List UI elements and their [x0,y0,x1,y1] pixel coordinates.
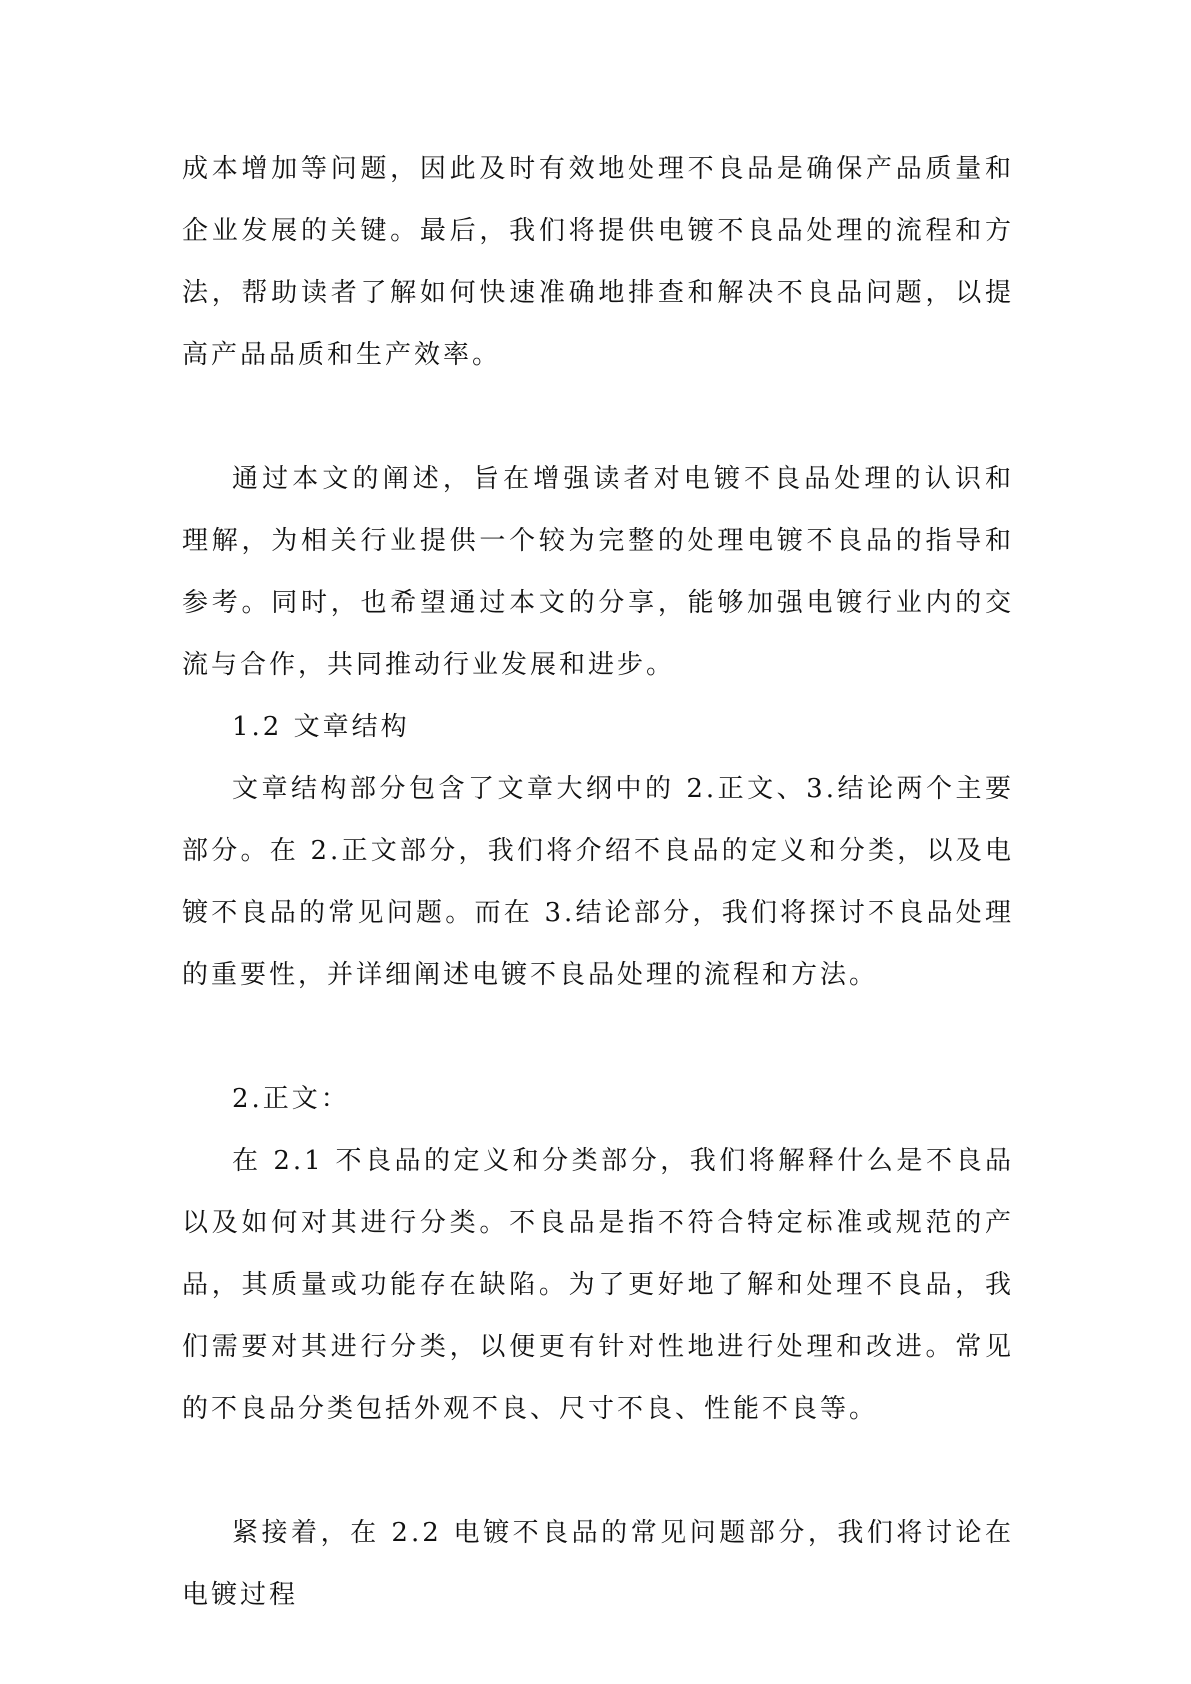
document-body [182,138,1014,1626]
section-heading-article-structure: 1.2 文章结构 [232,712,410,742]
paragraph-article-structure: 文章结构部分包含了文章大纲中的 2.正文、3.结论两个主要部分。在 2.正文部分，我们将介绍不良品的定义和分类，以及电镀不良品的常见问题。而在 3.结论部分，我们将探讨不良品处理的重要性，并详细阐述电镀不良品处理的流程和方法。 [182,774,1014,990]
paragraph-common-problems: 紧接着，在 2.2 电镀不良品的常见问题部分，我们将讨论在电镀过程 [182,1518,1014,1610]
paragraph-purpose: 通过本文的阐述，旨在增强读者对电镀不良品处理的认识和理解，为相关行业提供一个较为完整的处理电镀不良品的指导和参考。同时，也希望通过本文的分享，能够加强电镀行业内的交流与合作，共同推动行业发展和进步。 [182,464,1014,680]
paragraph-definition-classification: 在 2.1 不良品的定义和分类部分，我们将解释什么是不良品以及如何对其进行分类。不良品是指不符合特定标准或规范的产品，其质量或功能存在缺陷。为了更好地了解和处理不良品，我们需要对其进行分类，以便更有针对性地进行处理和改进。常见的不良品分类包括外观不良、尺寸不良、性能不良等。 [182,1146,1014,1424]
section-heading-main-body: 2.正文： [232,1084,350,1114]
paragraph-intro-continuation: 成本增加等问题，因此及时有效地处理不良品是确保产品质量和企业发展的关键。最后，我们将提供电镀不良品处理的流程和方法，帮助读者了解如何快速准确地排查和解决不良品问题，以提高产品品质和生产效率。 [182,154,1014,370]
